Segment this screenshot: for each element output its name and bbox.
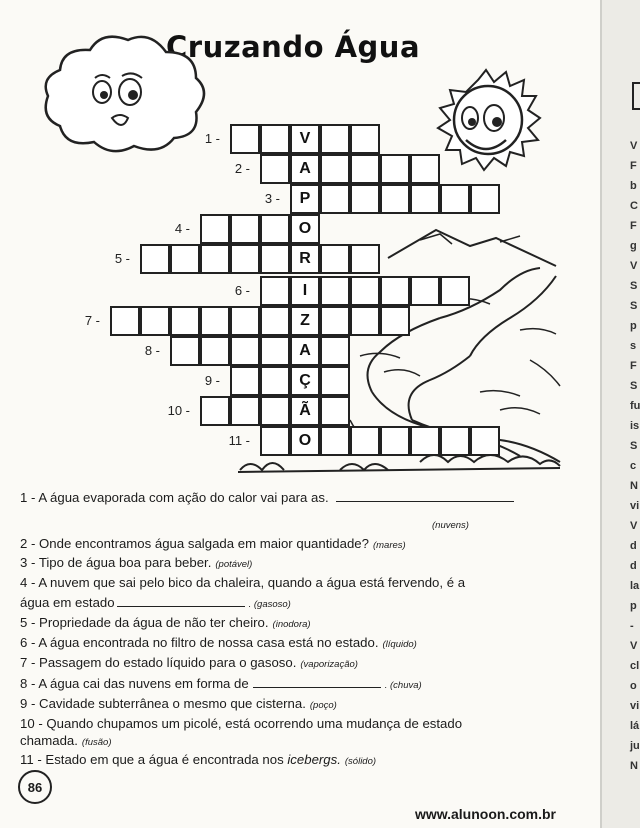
crossword-cell[interactable] <box>200 214 230 244</box>
crossword-cell[interactable] <box>260 124 290 154</box>
row-number-2: 2 - <box>234 161 250 176</box>
crossword-cell[interactable] <box>350 276 380 306</box>
key-letter-cell[interactable]: Z <box>290 306 320 336</box>
adjacent-page-text: p <box>630 600 637 612</box>
mountains-icon <box>388 230 556 266</box>
answer-line <box>117 596 245 607</box>
crossword-cell[interactable] <box>410 426 440 456</box>
crossword-cell[interactable] <box>410 276 440 306</box>
adjacent-page-text: V <box>630 140 638 152</box>
row-number-9: 9 - <box>204 373 220 388</box>
website-url: www.alunoon.com.br <box>414 806 556 822</box>
crossword-cell[interactable] <box>230 396 260 426</box>
clue-10-cont: chamada. (fusão) <box>20 733 112 748</box>
crossword-cell[interactable] <box>260 214 290 244</box>
adjacent-page-edge <box>600 0 640 828</box>
row-number-1: 1 - <box>204 131 220 146</box>
adjacent-page-text: b <box>630 180 637 192</box>
crossword-cell[interactable] <box>320 366 350 396</box>
crossword-cell[interactable] <box>410 154 440 184</box>
clue-10: 10 - Quando chupamos um picolé, está ocorrendo uma mudança de estado <box>20 716 463 731</box>
adjacent-page-text: lá <box>630 720 640 732</box>
crossword-cell[interactable] <box>410 184 440 214</box>
adjacent-page-text: d <box>630 560 637 572</box>
crossword-cell[interactable] <box>320 184 350 214</box>
crossword-cell[interactable] <box>440 184 470 214</box>
adjacent-page-text: c <box>630 460 637 472</box>
clue-4-cont: água em estado . (gasoso) <box>20 595 291 610</box>
crossword-cell[interactable] <box>230 336 260 366</box>
crossword-cell[interactable] <box>470 426 500 456</box>
crossword-cell[interactable] <box>170 336 200 366</box>
adjacent-page-text: V <box>630 520 638 532</box>
crossword-cell[interactable] <box>350 184 380 214</box>
crossword-cell[interactable] <box>230 124 260 154</box>
answer-line <box>253 677 381 688</box>
crossword-cell[interactable] <box>230 306 260 336</box>
crossword-cell[interactable] <box>350 426 380 456</box>
adjacent-page-text: o <box>630 680 637 692</box>
crossword-cell[interactable] <box>320 154 350 184</box>
adjacent-page-text: S <box>630 440 638 452</box>
adjacent-page-text: V <box>630 640 638 652</box>
crossword-cell[interactable] <box>140 306 170 336</box>
key-letter-cell[interactable]: O <box>290 426 320 456</box>
crossword-cell[interactable] <box>350 124 380 154</box>
key-letter-cell[interactable]: A <box>290 336 320 366</box>
crossword-cell[interactable] <box>260 336 290 366</box>
row-number-6: 6 - <box>234 283 250 298</box>
adjacent-page-text: N <box>630 480 638 492</box>
adjacent-page-text: fu <box>630 400 640 412</box>
row-number-7: 7 - <box>84 313 100 328</box>
clue-8: 8 - A água cai das nuvens em forma de . (chuva) <box>20 676 422 691</box>
adjacent-page-text: N <box>630 760 638 772</box>
key-letter-cell[interactable]: R <box>290 244 320 274</box>
crossword-cell[interactable] <box>260 426 290 456</box>
clue-11: 11 - Estado em que a água é encontrada nos icebergs. (sólido) <box>20 752 377 767</box>
adjacent-page-text: is <box>630 420 640 432</box>
key-letter-cell[interactable]: P <box>290 184 320 214</box>
crossword-cell[interactable] <box>380 306 410 336</box>
crossword-cell[interactable] <box>470 184 500 214</box>
crossword-cell[interactable] <box>170 244 200 274</box>
crossword-cell[interactable] <box>230 214 260 244</box>
row-number-5: 5 - <box>114 251 130 266</box>
clue-9: 9 - Cavidade subterrânea o mesmo que cisterna. (poço) <box>20 696 337 711</box>
crossword-cell[interactable] <box>260 154 290 184</box>
adjacent-page-text: g <box>630 240 637 252</box>
adjacent-page-text: S <box>630 280 638 292</box>
adjacent-page-text: ju <box>630 740 640 752</box>
key-letter-cell[interactable]: V <box>290 124 320 154</box>
adjacent-page-text: S <box>630 380 638 392</box>
crossword-cell[interactable] <box>440 426 470 456</box>
adjacent-page-text: V <box>630 260 638 272</box>
clue-4: 4 - A nuvem que sai pelo bico da chaleira, quando a água está fervendo, é a <box>20 575 466 590</box>
bracket-icon <box>632 82 640 110</box>
sun-face-icon <box>438 70 540 170</box>
adjacent-page-text: - <box>630 620 634 632</box>
crossword-cell[interactable] <box>260 306 290 336</box>
crossword-cell[interactable] <box>140 244 170 274</box>
grass-icon <box>238 455 560 472</box>
row-number-4: 4 - <box>174 221 190 236</box>
key-letter-cell[interactable]: O <box>290 214 320 244</box>
crossword-cell[interactable] <box>320 426 350 456</box>
page-number: 86 <box>18 770 52 804</box>
adjacent-page-text: F <box>630 220 637 232</box>
adjacent-page-text: C <box>630 200 638 212</box>
crossword-cell[interactable] <box>440 276 470 306</box>
crossword-cell[interactable] <box>380 154 410 184</box>
crossword-cell[interactable] <box>260 396 290 426</box>
crossword-cell[interactable] <box>200 244 230 274</box>
crossword-cell[interactable] <box>260 244 290 274</box>
crossword-cell[interactable] <box>320 336 350 366</box>
row-number-10: 10 - <box>167 403 190 418</box>
adjacent-page-text: S <box>630 300 638 312</box>
row-number-3: 3 - <box>264 191 280 206</box>
clue-1-answer: (nuvens) <box>432 520 469 531</box>
page-title: Cruzando Água <box>166 30 421 64</box>
crossword-cell[interactable] <box>110 306 140 336</box>
adjacent-page-text: s <box>630 340 637 352</box>
crossword-cell[interactable] <box>350 306 380 336</box>
row-number-11: 11 - <box>228 433 250 448</box>
crossword-cell[interactable] <box>200 396 230 426</box>
adjacent-page-text: cl <box>630 660 640 672</box>
clue-1: 1 - A água evaporada com ação do calor vai para as. <box>20 490 514 505</box>
adjacent-page-text: p <box>630 320 637 332</box>
crossword-cell[interactable] <box>350 154 380 184</box>
clue-2: 2 - Onde encontramos água salgada em maior quantidade? (mares) <box>20 536 406 551</box>
adjacent-page-text: d <box>630 540 637 552</box>
clue-6: 6 - A água encontrada no filtro de nossa casa está no estado. (líquido) <box>20 635 417 650</box>
crossword-cell[interactable] <box>170 306 200 336</box>
crossword-cell[interactable] <box>320 244 350 274</box>
crossword-cell[interactable] <box>230 244 260 274</box>
crossword-cell[interactable] <box>350 244 380 274</box>
crossword-cell[interactable] <box>320 396 350 426</box>
adjacent-page-text: vi <box>630 500 640 512</box>
crossword-cell[interactable] <box>380 184 410 214</box>
crossword-cell[interactable] <box>260 366 290 396</box>
crossword-cell[interactable] <box>200 336 230 366</box>
crossword-cell[interactable] <box>320 276 350 306</box>
clue-3: 3 - Tipo de água boa para beber. (potável) <box>20 555 253 570</box>
crossword-cell[interactable] <box>230 366 260 396</box>
key-letter-cell[interactable]: I <box>290 276 320 306</box>
crossword-cell[interactable] <box>200 306 230 336</box>
clue-5: 5 - Propriedade da água de não ter cheiro. (inodora) <box>20 615 311 630</box>
crossword-cell[interactable] <box>380 276 410 306</box>
row-number-8: 8 - <box>144 343 160 358</box>
adjacent-page-text: F <box>630 360 637 372</box>
adjacent-page-text: F <box>630 160 637 172</box>
clue-7: 7 - Passagem do estado líquido para o gasoso. (vaporização) <box>20 655 358 670</box>
key-letter-cell[interactable]: A <box>290 154 320 184</box>
key-letter-cell[interactable]: Ç <box>290 366 320 396</box>
adjacent-page-text: vi <box>630 700 640 712</box>
adjacent-page-text: la <box>630 580 640 592</box>
crossword-cell[interactable] <box>320 124 350 154</box>
crossword-cell[interactable] <box>380 426 410 456</box>
crossword-cell[interactable] <box>260 276 290 306</box>
crossword-cell[interactable] <box>320 306 350 336</box>
answer-line <box>336 491 514 502</box>
key-letter-cell[interactable]: Ã <box>290 396 320 426</box>
